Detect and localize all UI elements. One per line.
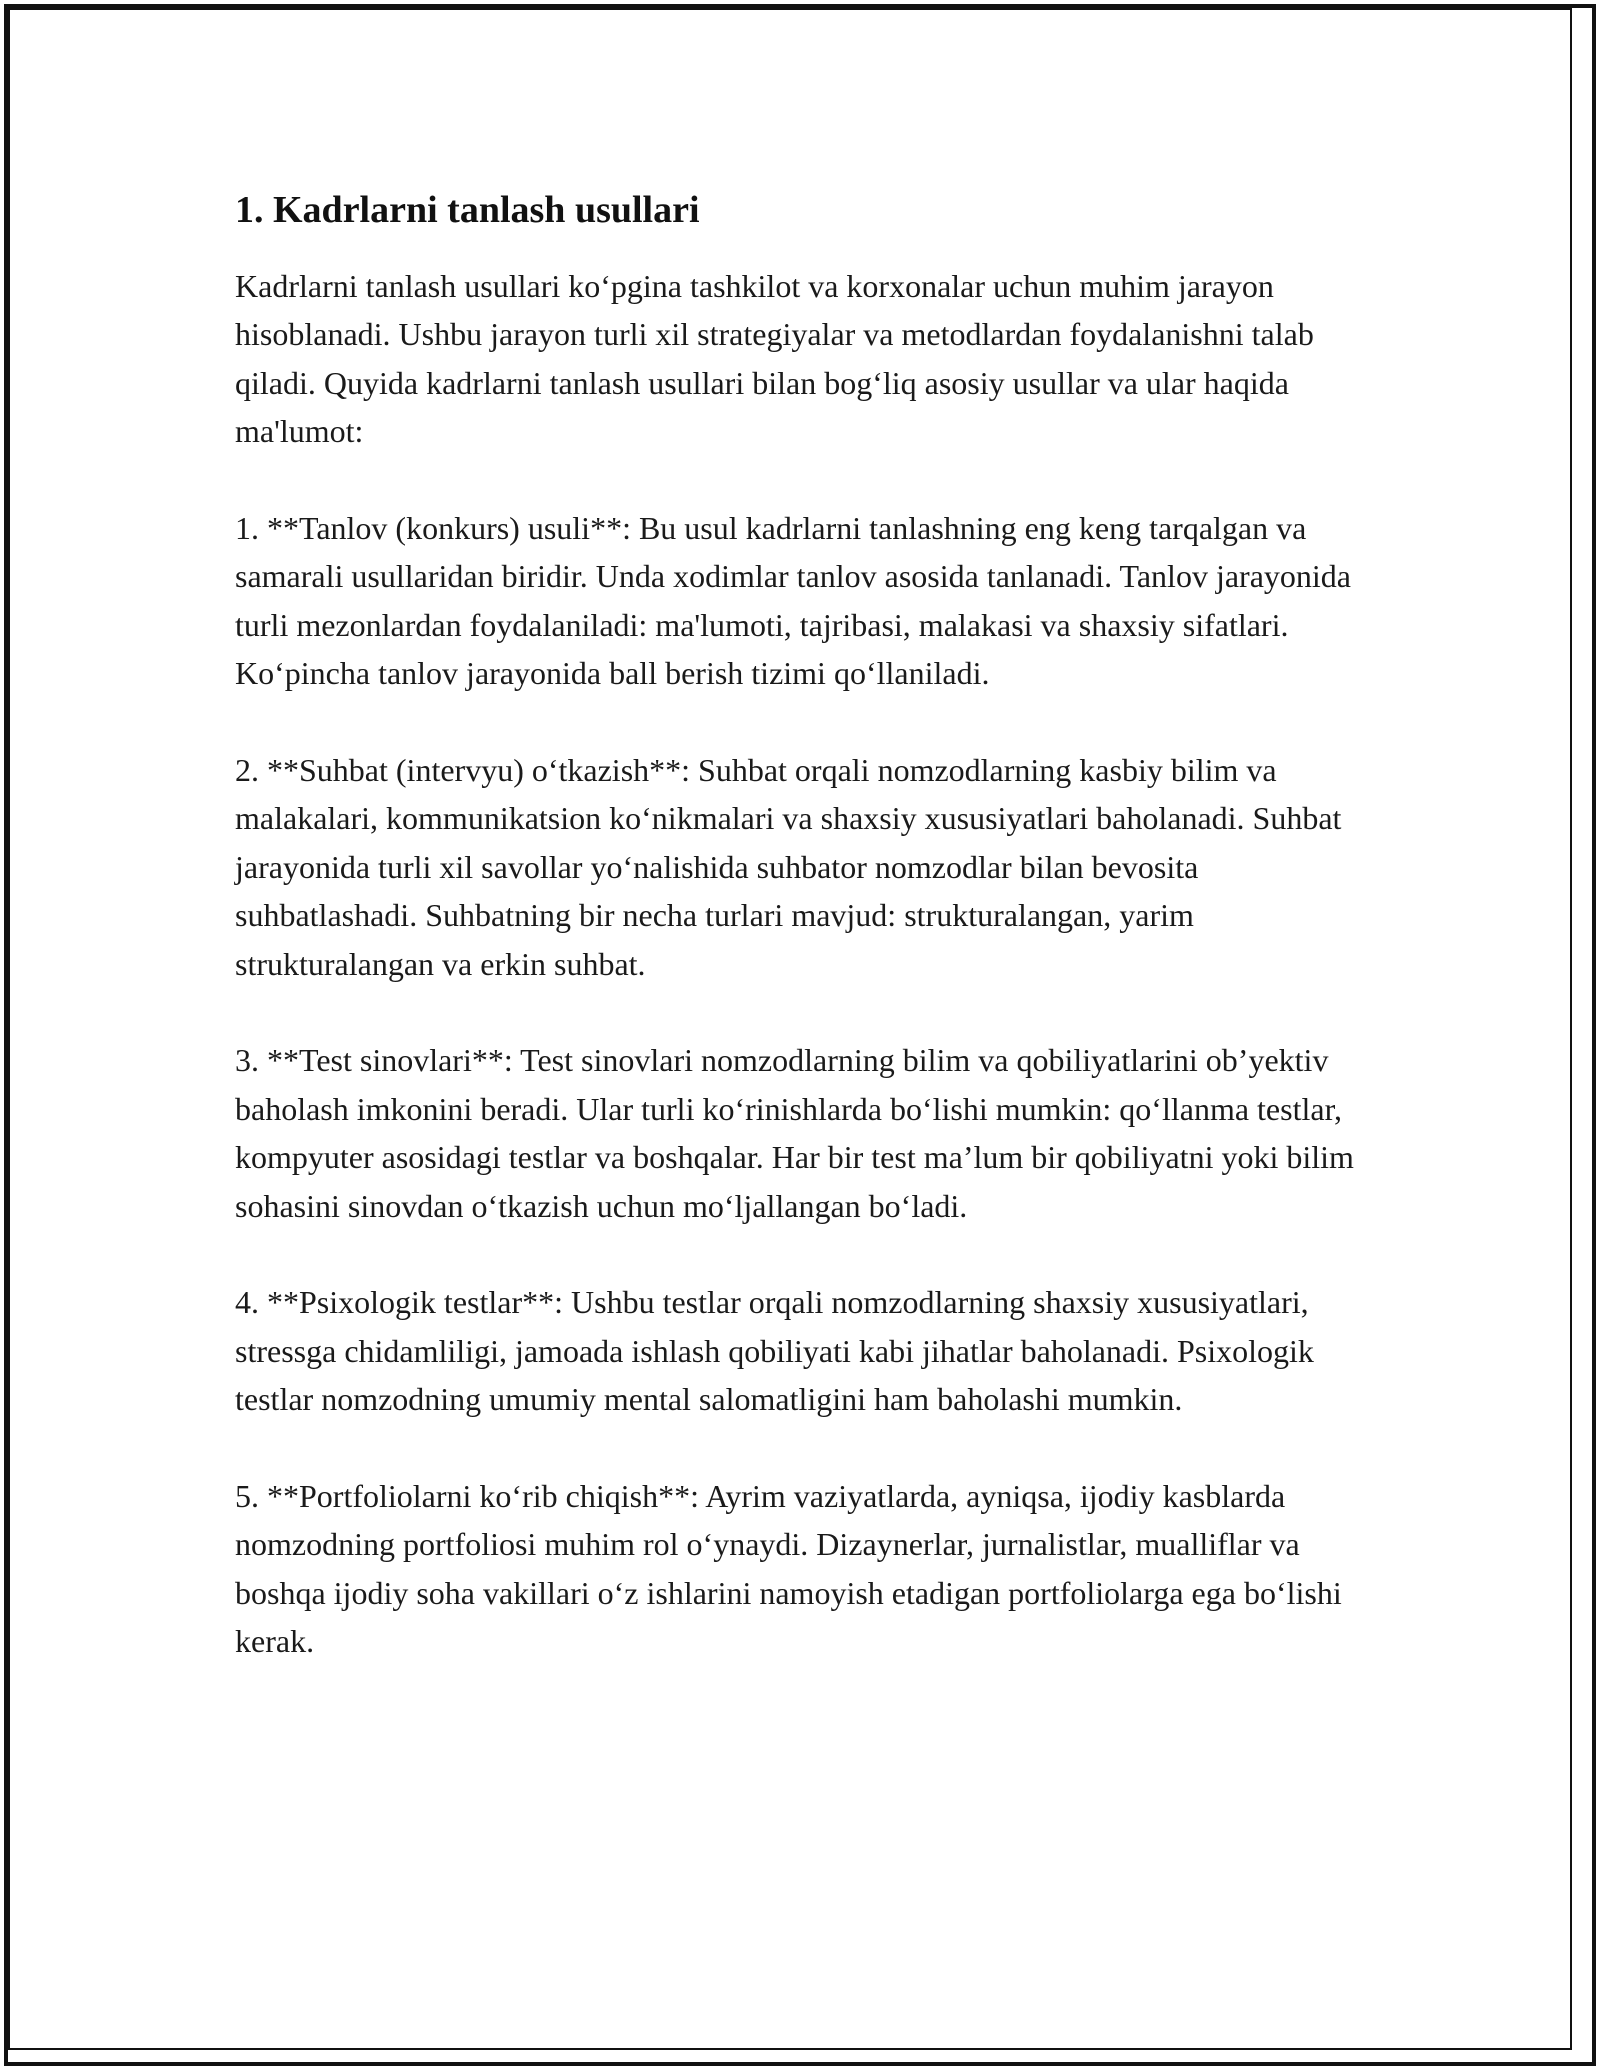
- method-portfolio-paragraph: 5. **Portfoliolarni ko‘rib chiqish**: Ayrim vaziyatlarda, ayniqsa, ijodiy kasblarda nomzodning portfoliosi muhim rol o‘ynaydi. Dizaynerlar, jurnalistlar, mualliflar va boshqa ijodiy soha vakillari o‘z ishlarini namoyish etadigan portfoliolarga ega bo‘lishi kerak.: [235, 1478, 1342, 1660]
- section-heading: 1. Kadrlarni tanlash usullari: [235, 189, 700, 231]
- method-tanlov-paragraph: 1. **Tanlov (konkurs) usuli**: Bu usul kadrlarni tanlashning eng keng tarqalgan va samarali usullaridan biridir. Unda xodimlar tanlov asosida tanlanadi. Tanlov jarayonida turli mezonlardan foydalaniladi: ma'lumoti, tajribasi, malakasi va shaxsiy sifatlari. Ko‘pincha tanlov jarayonida ball berish tizimi qo‘llaniladi.: [235, 510, 1351, 692]
- method-test-paragraph: 3. **Test sinovlari**: Test sinovlari nomzodlarning bilim va qobiliyatlarini ob’yektiv baholash imkonini beradi. Ular turli ko‘rinishlarda bo‘lishi mumkin: qo‘llanma testlar, kompyuter asosidagi testlar va boshqalar. Har bir test ma’lum bir qobiliyatni yoki bilim sohasini sinovdan o‘tkazish uchun mo‘ljallangan bo‘ladi.: [235, 1042, 1354, 1224]
- method-suhbat-paragraph: 2. **Suhbat (intervyu) o‘tkazish**: Suhbat orqali nomzodlarning kasbiy bilim va malakalari, kommunikatsion ko‘nikmalari va shaxsiy xususiyatlari baholanadi. Suhbat jarayonida turli xil savollar yo‘nalishida suhbator nomzodlar bilan bevosita suhbatlashadi. Suhbatning bir necha turlari mavjud: strukturalangan, yarim strukturalangan va erkin suhbat.: [235, 752, 1342, 982]
- intro-paragraph: Kadrlarni tanlash usullari ko‘pgina tashkilot va korxonalar uchun muhim jarayon hisoblanadi. Ushbu jarayon turli xil strategiyalar va metodlardan foydalanishni talab qiladi. Quyida kadrlarni tanlash usullari bilan bog‘liq asosiy usullar va ular haqida ma'lumot:: [235, 268, 1314, 450]
- document-body: [235, 186, 1375, 1714]
- method-psixologik-paragraph: 4. **Psixologik testlar**: Ushbu testlar orqali nomzodlarning shaxsiy xususiyatlari, stressga chidamliligi, jamoada ishlash qobiliyati kabi jihatlar baholanadi. Psixologik testlar nomzodning umumiy mental salomatligini ham baholashi mumkin.: [235, 1284, 1314, 1418]
